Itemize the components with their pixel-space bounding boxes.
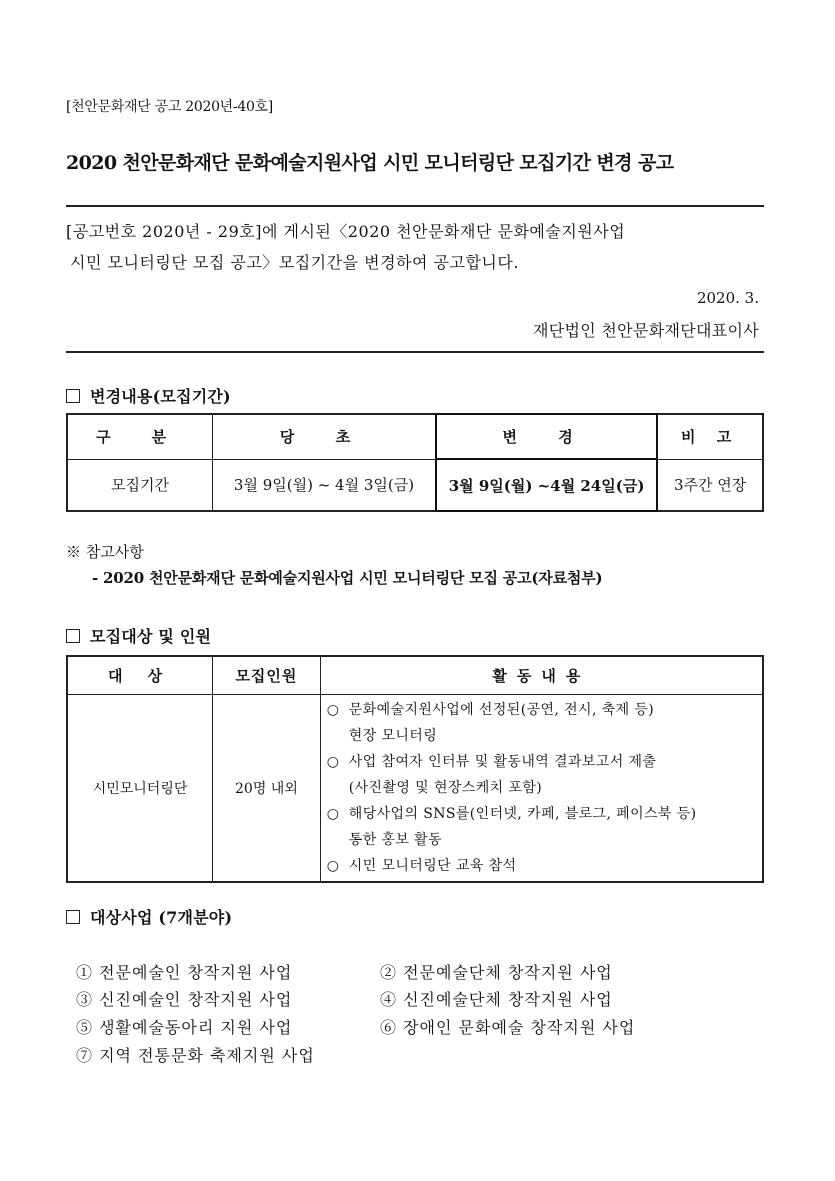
recruit-table: [66, 655, 764, 883]
checkbox-square-icon: [66, 629, 80, 643]
activity-line: (사진촬영 및 현장스케치 포함): [348, 780, 543, 796]
activity-item: [327, 749, 756, 801]
business-item: ③ 신진예술인 창작지원 사업: [76, 990, 293, 1009]
change-table-header: [67, 414, 763, 459]
intro-text: [66, 216, 756, 278]
activity-line: 사업 참여자 인터뷰 및 활동내역 결과보고서 제출: [348, 754, 657, 770]
notice-number: [천안문화재단 공고 2020년-40호]: [66, 99, 273, 115]
intro-line-2: 시민 모니터링단 모집 공고〉모집기간을 변경하여 공고합니다.: [70, 253, 519, 272]
section-change-heading: [66, 384, 231, 407]
reference-label: ※ 참고사항: [66, 543, 144, 561]
circle-bullet-icon: ○: [326, 806, 340, 822]
header-original: 당 초: [213, 414, 436, 459]
document-title: 2020 천안문화재단 문화예술지원사업 시민 모니터링단 모집기간 변경 공고: [66, 152, 674, 174]
recruit-table-header: [67, 656, 763, 695]
change-table: [66, 413, 764, 512]
header-target: 대 상: [67, 656, 213, 695]
cell-target: 시민모니터링단: [67, 695, 213, 883]
section-recruit-label: 모집대상 및 인원: [90, 627, 212, 646]
change-table-row: [67, 459, 763, 511]
header-activities: 활동내용: [320, 656, 763, 695]
organization-name: 재단법인 천안문화재단대표이사: [533, 321, 759, 340]
cell-original-period: 3월 9일(월) ~ 4월 3일(금): [213, 459, 436, 511]
cell-note: 3주간 연장: [657, 459, 763, 511]
section-change-label: 변경내용(모집기간): [90, 387, 231, 406]
activity-line: 해당사업의 SNS를(인터넷, 카페, 블로그, 페이스북 등): [348, 806, 697, 822]
notice-date: 2020. 3.: [696, 289, 759, 307]
circle-bullet-icon: ○: [326, 702, 340, 718]
header-count: 모집인원: [213, 656, 321, 695]
activity-line: 시민 모니터링단 교육 참석: [348, 858, 517, 874]
cell-activities: [320, 695, 763, 883]
header-note: 비 고: [657, 414, 763, 459]
cell-changed-period: 3월 9일(월) ~4월 24일(금): [436, 459, 657, 511]
cell-category: 모집기간: [67, 459, 213, 511]
business-item: ② 전문예술단체 창작지원 사업: [380, 963, 613, 982]
circle-bullet-icon: ○: [326, 754, 340, 770]
checkbox-square-icon: [66, 389, 80, 403]
business-item: ④ 신진예술단체 창작지원 사업: [380, 990, 613, 1009]
business-item: ⑤ 생활예술동아리 지원 사업: [76, 1018, 293, 1037]
business-item: ⑥ 장애인 문화예술 창작지원 사업: [380, 1018, 636, 1037]
checkbox-square-icon: [66, 910, 80, 924]
header-changed: 변 경: [436, 414, 657, 459]
intro-line-1: [공고번호 2020년 - 29호]에 게시된〈2020 천안문화재단 문화예술지원사업: [66, 222, 626, 241]
activity-line: 현장 모니터링: [348, 728, 438, 744]
activity-line: 통한 홍보 활동: [348, 832, 443, 848]
top-rule: [66, 205, 764, 207]
section-business-label: 대상사업 (7개분야): [90, 908, 233, 927]
circle-bullet-icon: ○: [326, 858, 340, 874]
section-business-heading: [66, 905, 232, 928]
business-item: ⑦ 지역 전통문화 축제지원 사업: [76, 1046, 315, 1065]
activity-item: [327, 801, 756, 853]
recruit-table-row: [67, 695, 763, 883]
activity-item: [327, 853, 756, 879]
reference-item: - 2020 천안문화재단 문화예술지원사업 시민 모니터링단 모집 공고(자료첨부): [92, 569, 603, 587]
bottom-rule: [66, 351, 764, 353]
header-category: 구 분: [67, 414, 213, 459]
activity-item: [327, 697, 756, 749]
business-item: ① 전문예술인 창작지원 사업: [76, 963, 293, 982]
activity-line: 문화예술지원사업에 선정된(공연, 전시, 축제 등): [348, 702, 655, 718]
section-recruit-heading: [66, 624, 211, 647]
cell-count: 20명 내외: [213, 695, 321, 883]
